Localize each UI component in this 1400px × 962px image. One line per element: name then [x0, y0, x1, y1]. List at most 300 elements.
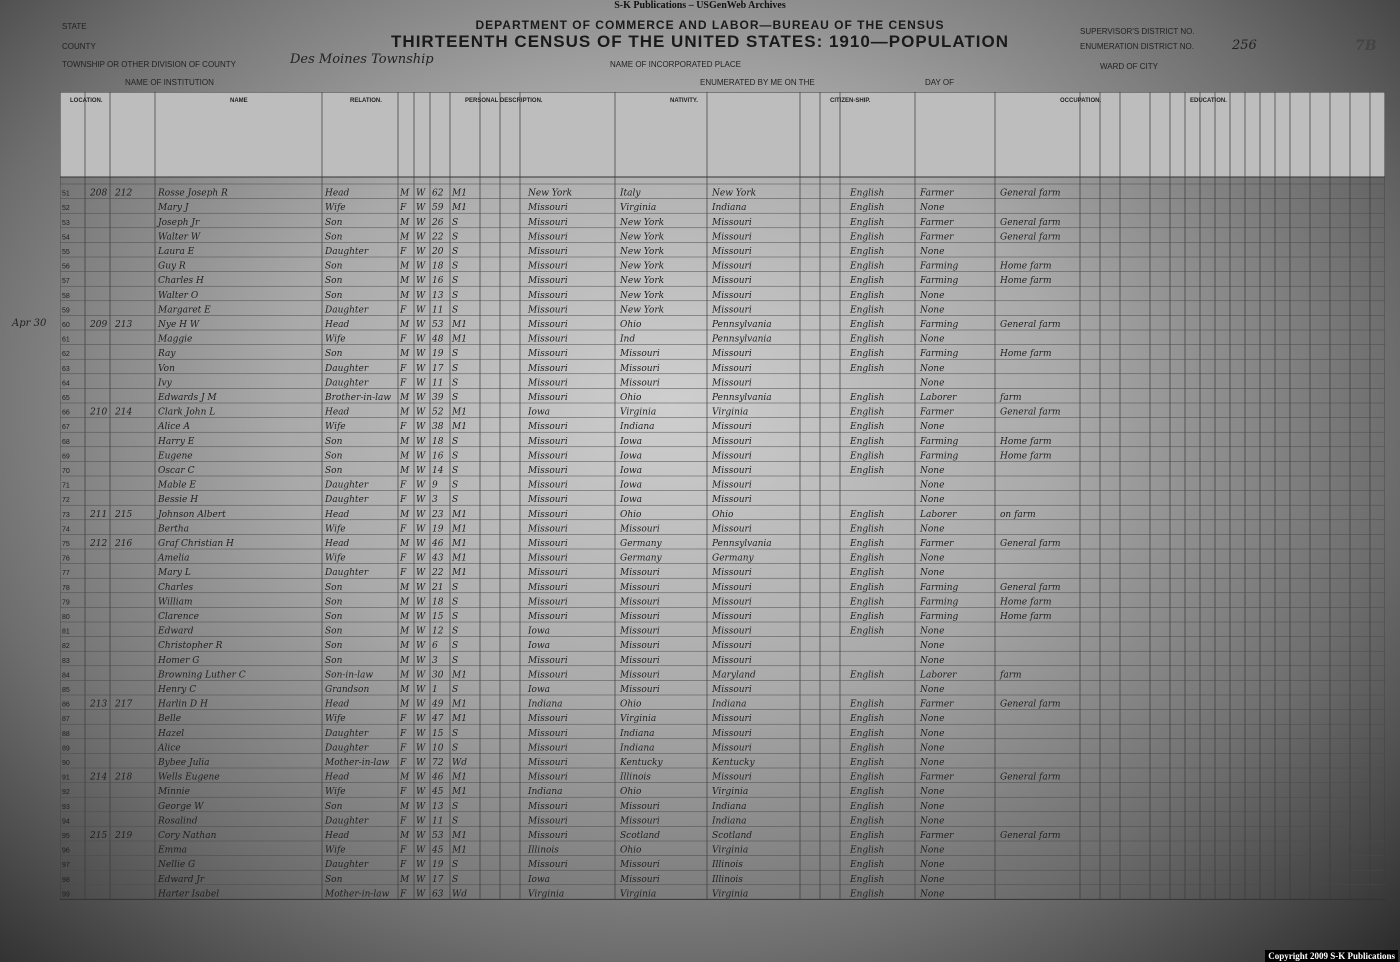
cell-occupation: None: [920, 787, 945, 798]
cell-relation: Son: [325, 232, 343, 243]
cell-birthplace: Missouri: [528, 320, 568, 330]
cell-marital: M1: [452, 188, 467, 199]
cell-age: 1: [432, 685, 438, 695]
cell-father_bp: Indiana: [620, 728, 655, 739]
cell-father_bp: Missouri: [620, 670, 660, 681]
cell-race: W: [416, 889, 426, 900]
cell-sex: M: [400, 772, 410, 783]
cell-line: 68: [62, 438, 70, 446]
cell-relation: Head: [325, 320, 350, 330]
cell-language: English: [850, 509, 885, 520]
cell-relation: Daughter: [325, 495, 369, 506]
cell-mother_bp: Missouri: [712, 247, 752, 257]
cell-line: 82: [62, 643, 70, 651]
cell-marital: S: [452, 466, 459, 476]
cell-language: English: [850, 539, 885, 549]
cell-relation: Son-in-law: [325, 670, 374, 681]
cell-age: 49: [432, 699, 444, 710]
cell-relation: Head: [325, 188, 350, 199]
cell-age: 19: [432, 860, 444, 871]
cell-birthplace: Missouri: [528, 393, 568, 403]
cell-mother_bp: New York: [712, 188, 757, 199]
cell-relation: Wife: [325, 845, 346, 856]
cell-sex: F: [400, 743, 407, 754]
cell-sex: F: [400, 553, 407, 564]
cell-sex: M: [400, 407, 410, 418]
cell-sex: M: [400, 232, 410, 243]
cell-line: 99: [62, 891, 70, 899]
cell-relation: Daughter: [325, 743, 369, 754]
cell-relation: Son: [325, 597, 343, 608]
cell-industry: farm: [1000, 393, 1022, 403]
cell-name: Alice A: [158, 422, 190, 433]
cell-age: 45: [432, 845, 444, 856]
table-row: [62, 758, 944, 768]
cell-relation: Brother-in-law: [325, 393, 392, 403]
cell-sex: F: [400, 334, 407, 345]
cell-relation: Mother-in-law: [325, 758, 390, 768]
cell-mother_bp: Missouri: [712, 422, 752, 433]
table-row: [62, 656, 944, 666]
cell-family: 216: [115, 539, 133, 549]
cell-name: Emma: [158, 845, 188, 856]
table-row: [62, 743, 944, 753]
cell-age: 19: [432, 349, 444, 360]
cell-mother_bp: Missouri: [712, 612, 752, 622]
cell-father_bp: Missouri: [620, 816, 660, 827]
cell-marital: S: [452, 349, 459, 360]
cell-birthplace: Missouri: [528, 670, 568, 681]
cell-father_bp: Iowa: [620, 466, 643, 476]
cell-age: 9: [432, 480, 438, 491]
cell-age: 11: [432, 378, 444, 389]
cell-name: Charles H: [158, 276, 204, 287]
cell-line: 74: [62, 526, 70, 534]
cell-mother_bp: Virginia: [712, 889, 749, 900]
cell-industry: General farm: [1000, 831, 1061, 841]
cell-house: 210: [90, 407, 108, 418]
cell-name: Amelia: [158, 553, 190, 564]
cell-mother_bp: Missouri: [712, 641, 752, 652]
cell-mother_bp: Missouri: [712, 276, 752, 287]
cell-marital: M1: [452, 670, 467, 681]
cell-age: 16: [432, 276, 444, 287]
cell-race: W: [416, 276, 426, 287]
cell-name: Laura E: [158, 247, 195, 257]
cell-sex: M: [400, 685, 410, 695]
cell-birthplace: Missouri: [528, 714, 568, 725]
cell-occupation: Farmer: [920, 699, 954, 710]
cell-mother_bp: Missouri: [712, 626, 752, 637]
cell-birthplace: Missouri: [528, 422, 568, 433]
cell-race: W: [416, 641, 426, 652]
cell-marital: M1: [452, 407, 467, 418]
cell-birthplace: Missouri: [528, 772, 568, 783]
cell-sex: F: [400, 845, 407, 856]
cell-birthplace: Missouri: [528, 831, 568, 841]
cell-language: English: [850, 787, 885, 798]
table-row: [62, 408, 1061, 418]
cell-father_bp: New York: [620, 276, 665, 287]
cell-mother_bp: Missouri: [712, 655, 752, 666]
cell-mother_bp: Virginia: [712, 787, 749, 798]
cell-language: English: [850, 393, 885, 403]
cell-occupation: Farming: [920, 582, 959, 593]
cell-father_bp: Kentucky: [620, 758, 663, 768]
cell-race: W: [416, 261, 426, 272]
cell-race: W: [416, 612, 426, 622]
cell-race: W: [416, 714, 426, 725]
cell-language: English: [850, 320, 885, 330]
cell-birthplace: Missouri: [528, 582, 568, 593]
cell-line: 59: [62, 307, 70, 315]
table-row: [62, 422, 944, 432]
cell-race: W: [416, 422, 426, 433]
cell-line: 96: [62, 847, 70, 855]
cell-name: Bessie H: [158, 495, 199, 506]
cell-occupation: None: [920, 816, 945, 827]
cell-language: English: [850, 276, 885, 287]
cell-relation: Son: [325, 261, 343, 272]
cell-sex: M: [400, 393, 410, 403]
cell-sex: F: [400, 378, 407, 389]
cell-relation: Daughter: [325, 305, 369, 316]
cell-birthplace: Missouri: [528, 349, 568, 360]
cell-line: 67: [62, 424, 70, 432]
cell-father_bp: Iowa: [620, 480, 643, 491]
cell-language: English: [850, 349, 885, 360]
cell-race: W: [416, 407, 426, 418]
cell-name: Edwards J M: [158, 393, 217, 403]
cell-race: W: [416, 349, 426, 360]
cell-line: 87: [62, 716, 70, 724]
cell-occupation: None: [920, 641, 945, 652]
cell-language: English: [850, 436, 885, 447]
cell-occupation: Farming: [920, 276, 959, 287]
cell-language: English: [850, 626, 885, 637]
cell-marital: M1: [452, 714, 467, 725]
cell-marital: M1: [452, 568, 467, 579]
cell-birthplace: Missouri: [528, 568, 568, 579]
cell-language: English: [850, 466, 885, 476]
cell-name: Edward Jr: [158, 874, 205, 885]
table-row: [62, 641, 944, 651]
copyright-notice: Copyright 2009 S-K Publications: [1265, 950, 1398, 962]
cell-house: 215: [90, 831, 108, 841]
cell-line: 86: [62, 701, 70, 709]
cell-father_bp: Germany: [620, 553, 662, 564]
cell-relation: Mother-in-law: [325, 889, 390, 900]
cell-mother_bp: Illinois: [712, 874, 743, 885]
cell-marital: M1: [452, 772, 467, 783]
table-row: [62, 860, 944, 870]
cell-industry: General farm: [1000, 232, 1061, 243]
table-row: [62, 232, 1061, 242]
cell-marital: S: [452, 305, 459, 316]
cell-occupation: None: [920, 626, 945, 637]
cell-language: English: [850, 845, 885, 856]
cell-age: 38: [432, 422, 444, 433]
cell-sex: M: [400, 801, 410, 812]
cell-race: W: [416, 568, 426, 579]
cell-line: 78: [62, 584, 70, 592]
cell-race: W: [416, 655, 426, 666]
cell-language: English: [850, 772, 885, 783]
cell-name: Oscar C: [158, 466, 195, 476]
cell-marital: S: [452, 626, 459, 637]
cell-birthplace: Missouri: [528, 553, 568, 564]
cell-occupation: None: [920, 743, 945, 754]
cell-occupation: Farmer: [920, 232, 954, 243]
cell-occupation: None: [920, 480, 945, 491]
cell-language: English: [850, 334, 885, 345]
cell-mother_bp: Missouri: [712, 436, 752, 447]
cell-race: W: [416, 845, 426, 856]
cell-age: 18: [432, 261, 444, 272]
cell-race: W: [416, 699, 426, 710]
cell-marital: S: [452, 641, 459, 652]
cell-name: Homer G: [158, 655, 200, 666]
cell-mother_bp: Missouri: [712, 232, 752, 243]
cell-line: 65: [62, 395, 70, 402]
cell-language: English: [850, 232, 885, 243]
cell-line: 72: [62, 497, 70, 505]
cell-father_bp: Ohio: [620, 320, 642, 330]
cell-industry: Home farm: [1000, 451, 1052, 462]
cell-birthplace: Missouri: [528, 203, 568, 214]
table-row: [62, 203, 944, 213]
institution-label: NAME OF INSTITUTION: [125, 78, 214, 87]
cell-sex: M: [400, 466, 410, 476]
cell-age: 30: [432, 670, 444, 681]
cell-industry: General farm: [1000, 582, 1061, 593]
cell-mother_bp: Illinois: [712, 860, 743, 871]
cell-language: English: [850, 290, 885, 301]
cell-line: 54: [62, 234, 70, 242]
cell-language: English: [850, 524, 885, 535]
cell-race: W: [416, 831, 426, 841]
cell-mother_bp: Missouri: [712, 466, 752, 476]
cell-relation: Wife: [325, 553, 346, 564]
cell-sex: F: [400, 422, 407, 433]
cell-relation: Son: [325, 349, 343, 360]
cell-line: 53: [62, 219, 70, 227]
cell-birthplace: Iowa: [528, 626, 551, 637]
cell-age: 18: [432, 436, 444, 447]
cell-marital: M1: [452, 699, 467, 710]
cell-mother_bp: Missouri: [712, 582, 752, 593]
cell-line: 63: [62, 365, 70, 373]
cell-mother_bp: Missouri: [712, 480, 752, 491]
cell-occupation: None: [920, 247, 945, 257]
census-title: THIRTEENTH CENSUS OF THE UNITED STATES: 1910—POPULATION: [391, 32, 1009, 51]
cell-father_bp: Missouri: [620, 349, 660, 360]
cell-line: 80: [62, 614, 70, 621]
table-row: [62, 378, 944, 388]
cell-industry: Home farm: [1000, 349, 1052, 360]
cell-industry: General farm: [1000, 407, 1061, 418]
cell-language: English: [850, 582, 885, 593]
cell-father_bp: Illinois: [620, 772, 651, 783]
cell-language: English: [850, 860, 885, 871]
cell-father_bp: Missouri: [620, 378, 660, 389]
cell-birthplace: Missouri: [528, 758, 568, 768]
cell-birthplace: Missouri: [528, 334, 568, 345]
cell-father_bp: Virginia: [620, 203, 657, 214]
cell-marital: S: [452, 436, 459, 447]
cell-marital: S: [452, 860, 459, 871]
cell-mother_bp: Missouri: [712, 378, 752, 389]
incorporated-label: NAME OF INCORPORATED PLACE: [610, 60, 741, 69]
cell-race: W: [416, 758, 426, 768]
cell-line: 89: [62, 745, 70, 753]
cell-mother_bp: Kentucky: [712, 758, 755, 768]
cell-name: Johnson Albert: [158, 509, 226, 520]
cell-house: 212: [90, 539, 108, 549]
cell-race: W: [416, 451, 426, 462]
cell-age: 21: [432, 582, 444, 593]
cell-sex: F: [400, 787, 407, 798]
enumeration-value: 256: [1232, 38, 1257, 53]
margin-note: Apr 30: [12, 318, 47, 329]
cell-mother_bp: Missouri: [712, 685, 752, 695]
cell-age: 11: [432, 305, 444, 316]
cell-occupation: None: [920, 714, 945, 725]
township-value: Des Moines Township: [290, 52, 434, 67]
cell-sex: M: [400, 670, 410, 681]
cell-sex: F: [400, 305, 407, 316]
cell-sex: F: [400, 363, 407, 374]
cell-race: W: [416, 466, 426, 476]
cell-occupation: None: [920, 685, 945, 695]
cell-birthplace: Missouri: [528, 451, 568, 462]
cell-race: W: [416, 378, 426, 389]
table-row: [62, 524, 944, 534]
cell-race: W: [416, 217, 426, 228]
cell-sex: M: [400, 539, 410, 549]
cell-name: Christopher R: [158, 641, 223, 652]
cell-line: 69: [62, 453, 70, 461]
cell-occupation: None: [920, 524, 945, 535]
cell-race: W: [416, 860, 426, 871]
cell-marital: S: [452, 247, 459, 257]
cell-relation: Wife: [325, 714, 346, 725]
cell-age: 15: [432, 728, 444, 739]
cell-language: English: [850, 568, 885, 579]
cell-mother_bp: Pennsylvania: [712, 320, 772, 330]
cell-occupation: None: [920, 758, 945, 768]
cell-name: Rosalind: [158, 816, 198, 827]
cell-line: 92: [62, 789, 70, 797]
cell-language: English: [850, 203, 885, 214]
cell-relation: Son: [325, 217, 343, 228]
cell-relation: Head: [325, 509, 350, 520]
cell-occupation: Laborer: [920, 670, 957, 681]
cell-mother_bp: Missouri: [712, 524, 752, 535]
cell-family: 212: [115, 188, 133, 199]
cell-age: 53: [432, 831, 444, 841]
cell-name: Von: [158, 363, 175, 374]
cell-occupation: None: [920, 801, 945, 812]
cell-race: W: [416, 363, 426, 374]
cell-birthplace: Missouri: [528, 363, 568, 374]
cell-relation: Son: [325, 641, 343, 652]
cell-mother_bp: Missouri: [712, 451, 752, 462]
cell-sex: F: [400, 889, 407, 900]
cell-sex: M: [400, 612, 410, 622]
cell-name: Alice: [158, 743, 181, 754]
cell-sex: F: [400, 524, 407, 535]
section-head: OCCUPATION.: [1060, 98, 1102, 104]
cell-industry: General farm: [1000, 188, 1061, 199]
cell-birthplace: Missouri: [528, 524, 568, 535]
cell-line: 55: [62, 249, 70, 256]
cell-father_bp: Missouri: [620, 612, 660, 622]
cell-marital: M1: [452, 334, 467, 345]
cell-name: Charles: [158, 582, 194, 593]
table-row: [62, 802, 944, 812]
cell-race: W: [416, 524, 426, 535]
cell-name: Harter Isabel: [158, 889, 220, 900]
cell-relation: Daughter: [325, 363, 369, 374]
cell-birthplace: Missouri: [528, 232, 568, 243]
cell-industry: General farm: [1000, 539, 1061, 549]
cell-line: 94: [62, 818, 70, 826]
cell-birthplace: Missouri: [528, 655, 568, 666]
cell-mother_bp: Missouri: [712, 728, 752, 739]
cell-occupation: None: [920, 655, 945, 666]
cell-age: 63: [432, 889, 444, 900]
banner-text: S-K Publications – USGenWeb Archives: [614, 0, 786, 11]
cell-occupation: None: [920, 334, 945, 345]
table-row: [62, 627, 944, 637]
cell-father_bp: New York: [620, 217, 665, 228]
cell-name: Wells Eugene: [158, 772, 220, 783]
table-row: [62, 831, 1061, 841]
cell-age: 22: [432, 568, 444, 579]
cell-relation: Daughter: [325, 378, 369, 389]
table-row: [62, 393, 1022, 403]
cell-birthplace: Missouri: [528, 276, 568, 287]
cell-sex: M: [400, 831, 410, 841]
cell-relation: Son: [325, 466, 343, 476]
cell-language: English: [850, 889, 885, 900]
cell-relation: Son: [325, 276, 343, 287]
cell-name: Mary L: [158, 568, 191, 579]
table-row: [62, 816, 944, 826]
table-row: [62, 437, 1052, 447]
section-head: PERSONAL DESCRIPTION.: [465, 98, 543, 104]
cell-language: English: [850, 743, 885, 754]
cell-line: 91: [62, 774, 70, 782]
cell-mother_bp: Indiana: [712, 816, 747, 827]
cell-race: W: [416, 816, 426, 827]
cell-name: Maggie: [158, 334, 193, 345]
cell-name: William: [158, 597, 193, 608]
cell-house: 211: [90, 509, 108, 520]
table-row: [62, 335, 944, 345]
cell-age: 13: [432, 290, 444, 301]
cell-birthplace: Iowa: [528, 641, 551, 652]
cell-mother_bp: Missouri: [712, 772, 752, 783]
cell-occupation: Farming: [920, 451, 959, 462]
cell-birthplace: Missouri: [528, 801, 568, 812]
cell-sex: F: [400, 816, 407, 827]
cell-language: English: [850, 597, 885, 608]
cell-mother_bp: Pennsylvania: [712, 393, 772, 403]
cell-race: W: [416, 626, 426, 637]
cell-occupation: Farming: [920, 320, 959, 330]
